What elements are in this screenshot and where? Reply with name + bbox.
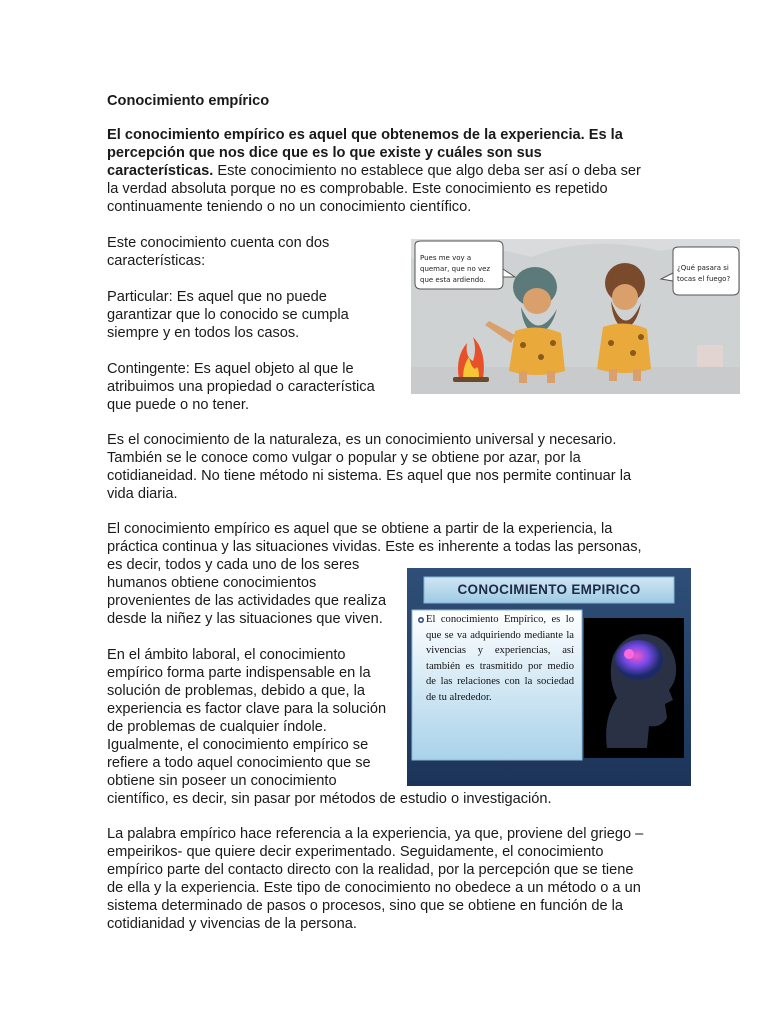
text-line: experiencia es factor clave para la solución: [107, 701, 387, 717]
text-line: El conocimiento empírico es aquel que se obtiene a partir de la experiencia, la: [107, 521, 613, 537]
text-line: Igualmente, el conocimiento empírico se: [107, 737, 369, 753]
paragraph-contingente: [107, 360, 399, 414]
paragraph-particular: [107, 288, 399, 342]
paragraph-palabra-empirico: [107, 825, 667, 933]
text-line: empírico parte del contacto directo con la realidad, por la percepción que se tiene: [107, 862, 634, 878]
text-line: garantizar que lo conocido se cumpla: [107, 307, 349, 323]
text-line: características:: [107, 253, 206, 269]
text-line: Es el conocimiento de la naturaleza, es un conocimiento universal y necesario.: [107, 432, 617, 448]
text-line: También se le conoce como vulgar o popular y se obtiene por azar, por la: [107, 450, 581, 466]
lead-line-3: [107, 162, 667, 180]
text-line: Contingente: Es aquel objeto al que le: [107, 361, 354, 377]
text-line: sistema determinado de pasos o procesos, sino que se obtiene en función de la: [107, 898, 623, 914]
bubble-line: ¿Qué pasara si: [677, 264, 729, 272]
lead-paragraph: [107, 126, 667, 216]
lead-normal-tail: Este conocimiento no establece que algo deba ser así o deba ser: [213, 163, 641, 179]
text-line: Este conocimiento cuenta con dos: [107, 235, 330, 251]
text-line: La palabra empírico hace referencia a la experiencia, ya que, proviene del griego –: [107, 826, 644, 842]
text-line: cotidianeidad. No tiene método ni sistema. Es aquel que nos permite continuar la: [107, 468, 632, 484]
lead-line-4: la verdad absoluta porque no es comprobable. Este conocimiento es repetido: [107, 181, 608, 197]
bubble-line: tocas el fuego?: [677, 275, 731, 283]
bubble-line: que esta ardiendo.: [420, 276, 486, 284]
text-line: práctica continua y las situaciones vividas. Este es inherente a todas las personas,: [107, 539, 642, 555]
slide-body-text: El conocimiento Empírico, es lo que se va adquiriendo mediante la vivencias y experiencias, así también es trasmitido por medio de las relaciones con la sociedad de tu alrededor.: [426, 614, 574, 703]
text-line: es decir, todos y cada uno de los seres: [107, 557, 360, 573]
text-line: En el ámbito laboral, el conocimiento: [107, 647, 346, 663]
text-line: solución de problemas, debido a que, la: [107, 683, 365, 699]
bubble-line: Pues me voy a: [420, 254, 472, 262]
text-line: Particular: Es aquel que no puede: [107, 289, 327, 305]
text-line: humanos obtiene conocimientos: [107, 575, 317, 591]
text-line: provenientes de las actividades que realiza: [107, 593, 387, 609]
text-line: vida diaria.: [107, 486, 178, 502]
speech-bubble-left: [420, 253, 490, 286]
paragraph-caracteristicas: [107, 234, 399, 270]
text-line: refiere a todo aquel conocimiento que se: [107, 755, 371, 771]
slide-title: CONOCIMIENTO EMPIRICO: [457, 582, 641, 597]
text-line: que puede o no tener.: [107, 397, 250, 413]
text-line: cotidianidad y vivencias de la persona.: [107, 916, 357, 932]
text-line: científico, es decir, sin pasar por métodos de estudio o investigación.: [107, 791, 552, 807]
page-title: Conocimiento empírico: [107, 93, 270, 109]
lead-line-2: percepción que nos dice que es lo que existe y cuáles son sus: [107, 145, 542, 161]
speech-bubble-right: [677, 263, 730, 285]
text-line: siempre y en todos los casos.: [107, 325, 300, 341]
cavemen-cartoon-image: [411, 239, 740, 394]
paragraph-naturaleza: [107, 431, 667, 503]
text-line: empeirikos- que quiere decir experimentado. Seguidamente, el conocimiento: [107, 844, 604, 860]
bubble-line: quemar, que no vez: [420, 265, 491, 273]
lead-line-1: El conocimiento empírico es aquel que obtenemos de la experiencia. Es la: [107, 127, 623, 143]
text-line: de problemas de cualquier índole.: [107, 719, 327, 735]
lead-line-5: continuamente teniendo o no un conocimiento científico.: [107, 199, 472, 215]
text-line: desde la niñez y las situaciones que viven.: [107, 611, 383, 627]
lead-bold-tail: características.: [107, 163, 214, 179]
text-line: obtiene sin poseer un conocimiento: [107, 773, 337, 789]
text-line: de ella y la experiencia. Este tipo de conocimiento no obedece a un método o a un: [107, 880, 641, 896]
text-line: atribuimos una propiedad o característica: [107, 379, 375, 395]
text-line: empírico forma parte indispensable en la: [107, 665, 371, 681]
